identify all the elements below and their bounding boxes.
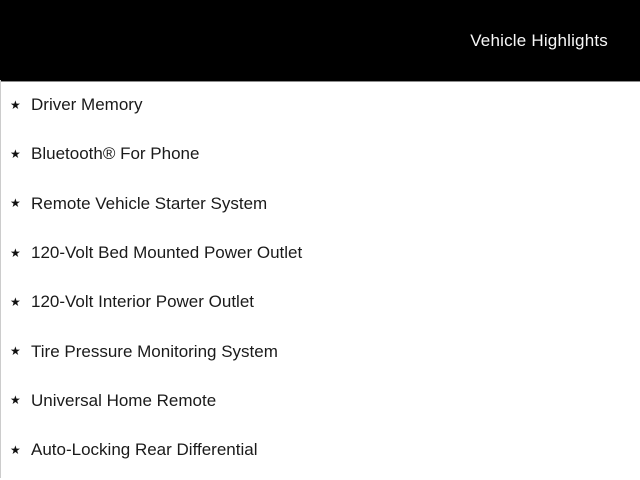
list-item: [1, 326, 640, 375]
header-banner: [0, 0, 640, 82]
list-item: [1, 129, 640, 178]
feature-label: Bluetooth® For Phone: [31, 144, 200, 164]
content-area: [0, 80, 640, 478]
feature-label: Remote Vehicle Starter System: [31, 193, 268, 213]
list-item: [1, 277, 640, 326]
star-bullet-icon: ★: [10, 442, 21, 457]
star-bullet-icon: ★: [10, 146, 21, 161]
highlights-list: [1, 80, 640, 474]
page-title: Vehicle Highlights: [470, 31, 608, 50]
feature-label: Auto-Locking Rear Differential: [31, 440, 258, 460]
feature-label: 120-Volt Interior Power Outlet: [31, 292, 255, 312]
star-bullet-icon: ★: [10, 344, 21, 359]
list-item: [1, 179, 640, 228]
feature-label: Driver Memory: [31, 95, 143, 115]
list-item: [1, 376, 640, 425]
star-bullet-icon: ★: [10, 245, 21, 260]
list-item: [1, 228, 640, 277]
list-item: [1, 80, 640, 129]
star-bullet-icon: ★: [10, 393, 21, 408]
star-bullet-icon: ★: [10, 97, 21, 112]
feature-label: 120-Volt Bed Mounted Power Outlet: [31, 243, 303, 263]
list-item: [1, 425, 640, 474]
feature-label: Tire Pressure Monitoring System: [31, 341, 278, 361]
feature-label: Universal Home Remote: [31, 390, 217, 410]
star-bullet-icon: ★: [10, 196, 21, 211]
star-bullet-icon: ★: [10, 294, 21, 309]
